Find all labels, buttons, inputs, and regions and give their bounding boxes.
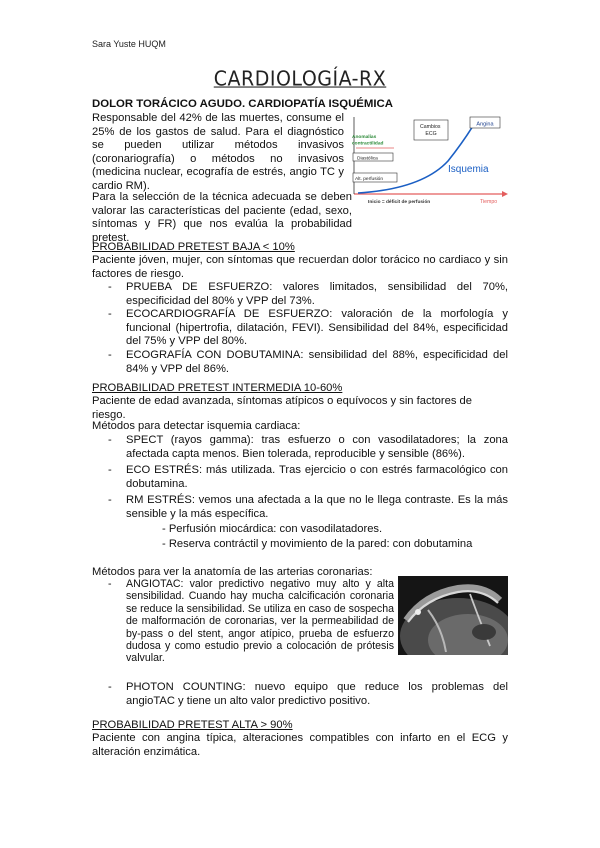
anomalias-label-line1: Anomalías — [352, 135, 377, 140]
coronary-ct-image — [398, 576, 508, 655]
rm-subitem: - Reserva contráctil y movimiento de la pared: con dobutamina — [162, 538, 473, 550]
list-item: - RM ESTRÉS: vemos una afectada a la que no le llega contraste. Es la más sensible y la más específica. — [92, 494, 508, 521]
anomalias-label-line2: contractilidad — [352, 141, 384, 147]
intermedia-description: Paciente de edad avanzada, síntomas atípicos o equívocos y sin factores de riesgo. — [92, 395, 472, 421]
section-heading-intermedia: PROBABILIDAD PRETEST INTERMEDIA 10-60% — [92, 382, 343, 394]
coronary-ct-image-art — [398, 576, 508, 655]
list-item: - ECO ESTRÉS: más utilizada. Tras ejercicio o con estrés farmacológico con dobutamina. — [92, 464, 508, 491]
alta-description: Paciente con angina típica, alteraciones compatibles con infarto en el ECG y alteración enzimática. — [92, 732, 508, 758]
diastolic-label: Diastólica — [357, 156, 378, 162]
anomalias-label — [352, 134, 384, 147]
anatomy-methods-list — [92, 578, 394, 665]
x-axis-label: Inicio = déficit de perfusión — [368, 200, 431, 205]
ischemic-cascade-figure — [352, 113, 508, 205]
baja-list — [92, 281, 508, 376]
ecg-label-line2: ECG — [425, 131, 437, 137]
author-header: Sara Yuste HUQM — [92, 39, 166, 49]
photon-counting-list — [92, 681, 508, 708]
list-item: - ECOCARDIOGRAFÍA DE ESFUERZO: valoración de la morfología y funcional (hipertrofia, dilatación, FEVI). Sensibilidad del 84%, especificidad del 75% y VPP del 80%. — [92, 308, 508, 349]
angina-label: Angina — [476, 121, 494, 128]
page-title: CARDIOLOGÍA-RX — [213, 67, 387, 91]
intro-paragraph-1: Responsable del 42% de las muertes, consume el 25% de los gastos de salud. Para el diagnóstico se pueden utilizar métodos invasivos (coronariografía) o métodos no invasivos (medicina nuclear, ecografía de estrés, angio TC y cardio RM). — [92, 112, 344, 192]
section-subtitle: DOLOR TORÁCICO AGUDO. CARDIOPATÍA ISQUÉMICA — [92, 98, 394, 110]
list-item: - SPECT (rayos gamma): tras esfuerzo o con vasodilatadores; la zona afectada capta menos. Bien tolerada, reproducible y sensible (86%). — [92, 434, 508, 461]
isquemia-methods-list — [92, 434, 508, 522]
isquemia-methods-intro: Métodos para detectar isquemia cardiaca: — [92, 420, 301, 432]
section-heading-baja: PROBABILIDAD PRETEST BAJA < 10% — [92, 241, 295, 253]
anatomy-methods-intro: Métodos para ver la anatomía de las arterias coronarias: — [92, 566, 373, 578]
perfusion-label: Alt. perfusión — [355, 177, 383, 182]
tiempo-label: Tiempo — [480, 199, 498, 205]
section-heading-alta: PROBABILIDAD PRETEST ALTA > 90% — [92, 719, 293, 731]
time-axis-arrowhead — [502, 191, 508, 197]
baja-description: Paciente jóven, mujer, con síntomas que recuerdan dolor torácico no cardiaco y sin factores de riesgo. — [92, 254, 508, 280]
list-item: - PRUEBA DE ESFUERZO: valores limitados, sensibilidad del 70%, especificidad del 80% y VPP del 73%. — [92, 281, 508, 308]
ischemic-cascade-diagram — [352, 113, 508, 205]
isquemia-label: Isquemia — [448, 164, 489, 175]
ecg-label-line1: Cambios — [420, 124, 441, 130]
ecg-box — [414, 120, 448, 140]
intro-paragraph-2: Para la selección de la técnica adecuada se deben valorar las características del paciente (edad, sexo, síntomas y FR) que nos evalúa la probabilidad pretest. — [92, 191, 352, 244]
list-item: - ANGIOTAC: valor predictivo negativo muy alto y alta sensibilidad. Cuando hay mucha calcificación coronaria se reduce la sensibilidad. Se utiliza en caso de sospecha de malformación de coronarias, ver la permeabilidad de by-pass o del stent, angor atípico, prueba de esfuerzo dudosa y como estudio previo a colocación de prótesis valvular. — [92, 578, 394, 665]
rm-subitem: - Perfusión miocárdica: con vasodilatadores. — [162, 523, 383, 535]
list-item: - PHOTON COUNTING: nuevo equipo que reduce los problemas del angioTAC y tiene un alto valor predictivo positivo. — [92, 681, 508, 708]
list-item: - ECOGRAFÍA CON DOBUTAMINA: sensibilidad del 88%, especificidad del 84% y VPP del 86%. — [92, 349, 508, 376]
